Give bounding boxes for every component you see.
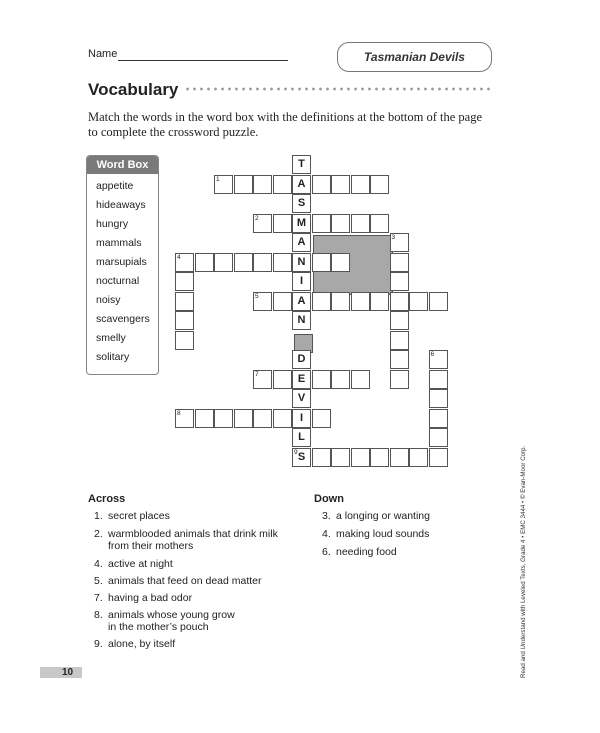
word-box-item: smelly <box>96 332 126 344</box>
crossword-cell[interactable] <box>351 292 370 311</box>
clue-item <box>94 575 262 588</box>
clue-text: animals whose young grow <box>108 609 235 621</box>
theme-letter: A <box>297 177 306 190</box>
name-label: Name <box>88 48 118 60</box>
page-number-bar <box>40 667 82 678</box>
crossword-cell[interactable] <box>273 253 292 272</box>
clue-number: 5 <box>255 292 259 300</box>
theme-letter: D <box>297 353 306 365</box>
crossword-cell[interactable] <box>429 428 448 447</box>
clue-text: making loud sounds <box>336 528 430 540</box>
crossword-cell[interactable] <box>234 409 253 428</box>
theme-letter: T <box>298 158 305 170</box>
crossword-cell[interactable] <box>331 175 350 194</box>
clue-text: animals that feed on dead matter <box>108 575 262 587</box>
crossword-cell[interactable] <box>429 292 448 311</box>
crossword-cell[interactable] <box>175 272 194 291</box>
clue-text: in the mother’s pouch <box>108 621 209 633</box>
crossword-cell[interactable] <box>312 253 331 272</box>
crossword-cell[interactable] <box>214 409 233 428</box>
crossword-cell[interactable] <box>331 253 350 272</box>
crossword-cell[interactable] <box>409 292 428 311</box>
clue-num: 5. <box>94 575 103 587</box>
clue-item <box>94 592 192 605</box>
clue-text: having a bad odor <box>108 592 193 604</box>
crossword-cell[interactable] <box>390 272 409 291</box>
crossword-cell[interactable] <box>234 253 253 272</box>
across-heading: Across <box>88 493 126 505</box>
crossword-cell[interactable] <box>390 448 409 467</box>
clue-num: 4. <box>322 528 331 540</box>
crossword-cell[interactable] <box>273 409 292 428</box>
clue-num: 8. <box>94 609 103 621</box>
crossword-cell[interactable] <box>312 292 331 311</box>
crossword-cell[interactable] <box>370 214 389 233</box>
crossword-cell[interactable] <box>351 370 370 389</box>
crossword-cell[interactable] <box>214 253 233 272</box>
word-box-item: solitary <box>96 351 130 363</box>
crossword-cell[interactable] <box>370 292 389 311</box>
page-number: 10 <box>62 667 74 678</box>
theme-letter: N <box>297 255 306 268</box>
clue-item <box>94 638 175 651</box>
crossword-cell[interactable] <box>429 389 448 408</box>
word-box-item: appetite <box>96 180 134 192</box>
clue-number: 3 <box>391 234 396 241</box>
crossword-cell[interactable] <box>312 370 331 389</box>
clue-item <box>94 558 173 571</box>
crossword-cell[interactable] <box>429 409 448 428</box>
page-title: Vocabulary <box>88 80 179 99</box>
clue-num: 6. <box>322 546 331 558</box>
topic-badge: Tasmanian Devils <box>337 42 492 72</box>
crossword-cell[interactable] <box>390 253 409 272</box>
clue-num: 1. <box>94 510 103 522</box>
clue-num: 9. <box>94 638 103 650</box>
crossword-cell[interactable] <box>331 214 350 233</box>
clue-number: 2 <box>255 214 259 222</box>
crossword-cell[interactable] <box>273 370 292 389</box>
word-box-item: hungry <box>96 218 129 230</box>
crossword-cell[interactable] <box>175 311 194 330</box>
crossword-cell[interactable] <box>409 448 428 467</box>
crossword-cell[interactable] <box>390 311 409 330</box>
clue-text: a longing or wanting <box>336 510 430 522</box>
crossword-cell[interactable] <box>429 448 448 467</box>
crossword-cell[interactable] <box>429 370 448 389</box>
theme-letter: A <box>297 294 306 307</box>
clue-number: 8 <box>177 409 181 417</box>
clue-number: 6 <box>430 351 435 358</box>
crossword-cell[interactable] <box>312 214 331 233</box>
crossword-cell[interactable] <box>195 253 214 272</box>
crossword-cell[interactable] <box>370 448 389 467</box>
crossword-cell[interactable] <box>390 292 409 311</box>
theme-letter: L <box>298 431 305 443</box>
crossword-cell[interactable] <box>175 292 194 311</box>
clue-num: 2. <box>94 528 103 540</box>
word-box-item: mammals <box>96 237 142 249</box>
crossword-cell[interactable] <box>312 175 331 194</box>
clue-num: 4. <box>94 558 103 570</box>
crossword-cell[interactable] <box>351 448 370 467</box>
crossword-cell[interactable] <box>195 409 214 428</box>
clue-item <box>94 510 170 523</box>
clue-number: 7 <box>255 370 259 378</box>
crossword-cell[interactable] <box>351 214 370 233</box>
credit-line: Read and Understand with Leveled Texts, Grade 4 • EMC 3444 • © Evan-Moor Corp. <box>520 445 527 678</box>
crossword-cell[interactable] <box>351 175 370 194</box>
theme-letter: I <box>299 275 304 287</box>
clue-text: warmblooded animals that drink milk <box>108 528 278 540</box>
theme-letter: A <box>297 236 306 248</box>
clue-text: needing food <box>336 546 397 558</box>
instructions: Match the words in the word box with the definitions at the bottom of the page to complete the crossword puzzle. <box>88 110 483 139</box>
theme-letter: S <box>297 450 306 463</box>
clue-number: 9 <box>294 448 298 456</box>
theme-letter: E <box>297 372 306 385</box>
theme-letter: N <box>297 314 306 326</box>
clue-item <box>322 510 430 523</box>
clue-item <box>94 540 193 553</box>
clue-text: from their mothers <box>108 540 194 552</box>
crossword-cell[interactable] <box>273 292 292 311</box>
clue-item <box>322 528 429 541</box>
word-box-item: nocturnal <box>96 275 140 287</box>
crossword-cell[interactable] <box>175 331 194 350</box>
crossword-cell[interactable] <box>331 448 350 467</box>
clue-text: alone, by itself <box>108 638 176 650</box>
down-heading: Down <box>314 493 344 505</box>
crossword-cell[interactable] <box>253 253 272 272</box>
crossword-cell[interactable] <box>253 175 272 194</box>
clue-text: active at night <box>108 558 173 570</box>
theme-letter: V <box>297 392 306 404</box>
word-box-item: marsupials <box>96 256 147 268</box>
word-box-item: scavengers <box>96 313 150 325</box>
theme-letter: M <box>296 216 307 229</box>
theme-letter: S <box>297 197 306 209</box>
crossword-cell[interactable] <box>331 370 350 389</box>
clue-item <box>94 621 209 634</box>
clue-num: 7. <box>94 592 103 604</box>
crossword-cell[interactable] <box>390 350 409 369</box>
clue-item <box>322 546 397 559</box>
clue-text: secret places <box>108 510 170 522</box>
word-box-item: noisy <box>96 294 121 306</box>
crossword-cell[interactable] <box>331 292 350 311</box>
crossword-cell[interactable] <box>253 409 272 428</box>
crossword-cell[interactable] <box>273 175 292 194</box>
crossword-cell[interactable] <box>312 409 331 428</box>
crossword-cell[interactable] <box>312 448 331 467</box>
clue-num: 3. <box>322 510 331 522</box>
theme-letter: I <box>299 411 304 424</box>
crossword-cell[interactable] <box>273 214 292 233</box>
crossword-cell[interactable] <box>370 175 389 194</box>
crossword-cell[interactable] <box>390 370 409 389</box>
word-box-title: Word Box <box>87 156 158 174</box>
crossword-cell[interactable] <box>234 175 253 194</box>
crossword-cell[interactable] <box>390 331 409 350</box>
clue-number: 4 <box>177 253 181 261</box>
clue-number: 1 <box>216 175 220 183</box>
word-box-item: hideaways <box>96 199 146 211</box>
